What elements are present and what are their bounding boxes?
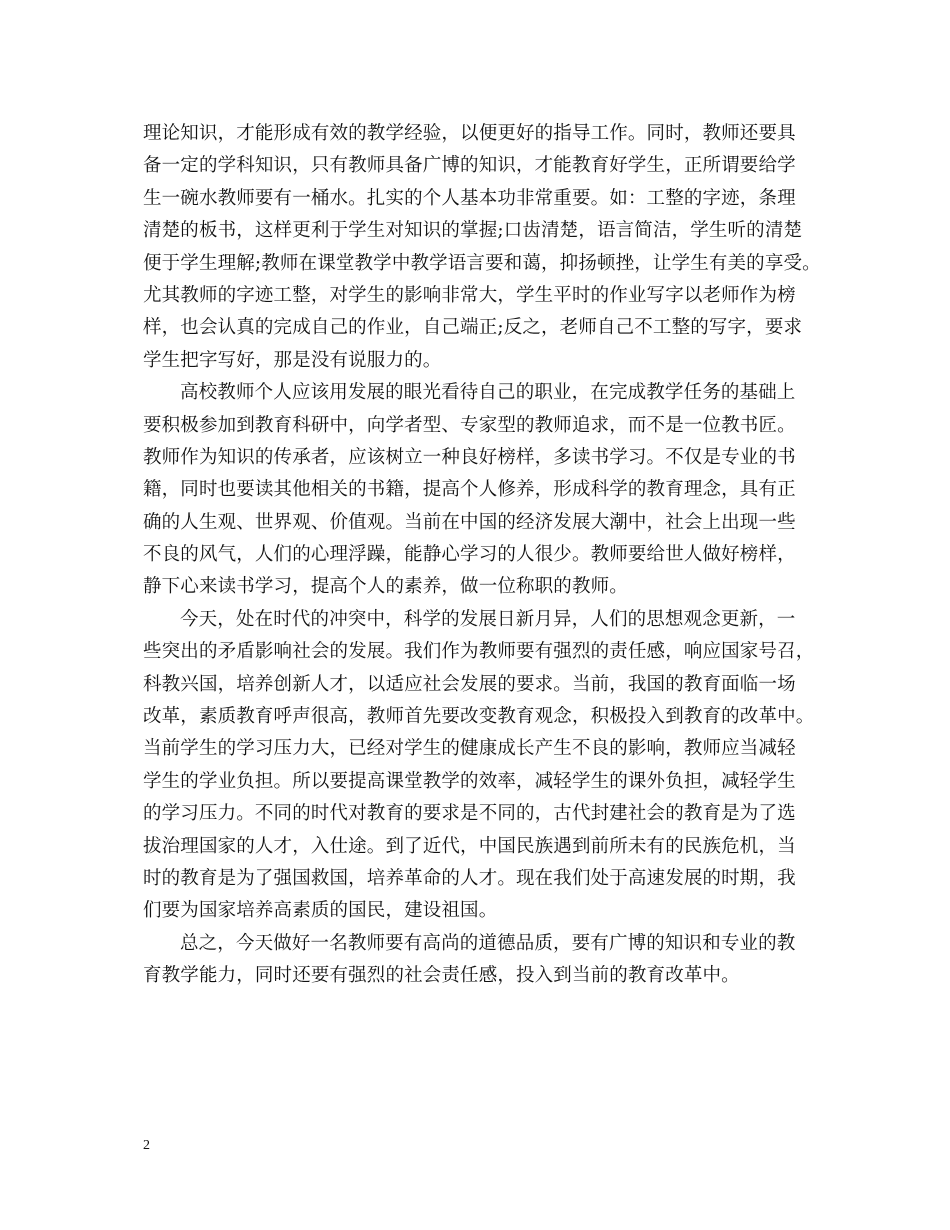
body-text xyxy=(143,118,843,993)
text-line: 时的教育是为了强国救国，培养革命的人才。现在我们处于高速发展的时期，我 xyxy=(143,867,796,889)
text-line: 的学习压力。不同的时代对教育的要求是不同的，古代封建社会的教育是为了选 xyxy=(143,803,796,825)
text-line: 些突出的矛盾影响社会的发展。我们作为教师要有强烈的责任感，响应国家号召， xyxy=(143,641,815,663)
text-line: 不良的风气，人们的心理浮躁，能静心学习的人很少。教师要给世人做好榜样， xyxy=(143,544,796,566)
text-line: 学生的学业负担。所以要提高课堂教学的效率，减轻学生的课外负担，减轻学生 xyxy=(143,770,796,792)
text-line: 们要为国家培养高素质的国民，建设祖国。 xyxy=(143,900,498,922)
paragraph xyxy=(143,928,843,993)
page-number: 2 xyxy=(143,1138,150,1153)
text-line: 样，也会认真的完成自己的作业，自己端正;反之，老师自己不工整的写字，要求 xyxy=(143,317,803,339)
text-line: 清楚的板书，这样更利于学生对知识的掌握;口齿清楚，语言简洁，学生听的清楚 xyxy=(143,220,803,242)
text-line: 学生把字写好，那是没有说服力的。 xyxy=(143,349,442,371)
text-line: 高校教师个人应该用发展的眼光看待自己的职业，在完成教学任务的基础上 xyxy=(180,382,796,404)
text-line: 理论知识，才能形成有效的教学经验，以便更好的指导工作。同时，教师还要具 xyxy=(143,123,796,144)
text-line: 静下心来读书学习，提高个人的素养，做一位称职的教师。 xyxy=(143,576,628,598)
paragraph xyxy=(143,377,843,604)
text-line: 改革，素质教育呼声很高，教师首先要改变教育观念，积极投入到教育的改革中。 xyxy=(143,706,815,728)
text-line: 教师作为知识的传承者，应该树立一种良好榜样，多读书学习。不仅是专业的书 xyxy=(143,446,796,468)
text-line: 籍，同时也要读其他相关的书籍，提高个人修养，形成科学的教育理念，具有正 xyxy=(143,479,796,501)
text-line: 总之，今天做好一名教师要有高尚的道德品质，要有广博的知识和专业的教 xyxy=(180,932,796,954)
text-line: 要积极参加到教育科研中，向学者型、专家型的教师追求，而不是一位教书匠。 xyxy=(143,414,796,436)
text-line: 当前学生的学习压力大，已经对学生的健康成长产生不良的影响，教师应当减轻 xyxy=(143,738,796,760)
text-line: 拔治理国家的人才，入仕途。到了近代，中国民族遇到前所未有的民族危机，当 xyxy=(143,835,796,857)
text-line: 科教兴国，培养创新人才，以适应社会发展的要求。当前，我国的教育面临一场 xyxy=(143,673,796,695)
text-line: 确的人生观、世界观、价值观。当前在中国的经济发展大潮中，社会上出现一些 xyxy=(143,511,796,533)
text-line: 便于学生理解;教师在课堂教学中教学语言要和蔼，抑扬顿挫，让学生有美的享受。 xyxy=(143,252,821,274)
text-line: 尤其教师的字迹工整，对学生的影响非常大，学生平时的作业写字以老师作为榜 xyxy=(143,284,796,306)
text-line: 备一定的学科知识，只有教师具备广博的知识，才能教育好学生，正所谓要给学 xyxy=(143,155,796,177)
text-line: 今天，处在时代的冲突中，科学的发展日新月异，人们的思想观念更新，一 xyxy=(180,608,796,630)
paragraph xyxy=(143,118,843,377)
paragraph xyxy=(143,604,843,928)
text-line: 生一碗水教师要有一桶水。扎实的个人基本功非常重要。如：工整的字迹，条理 xyxy=(143,187,796,209)
text-line: 育教学能力，同时还要有强烈的社会责任感，投入到当前的教育改革中。 xyxy=(143,965,740,987)
